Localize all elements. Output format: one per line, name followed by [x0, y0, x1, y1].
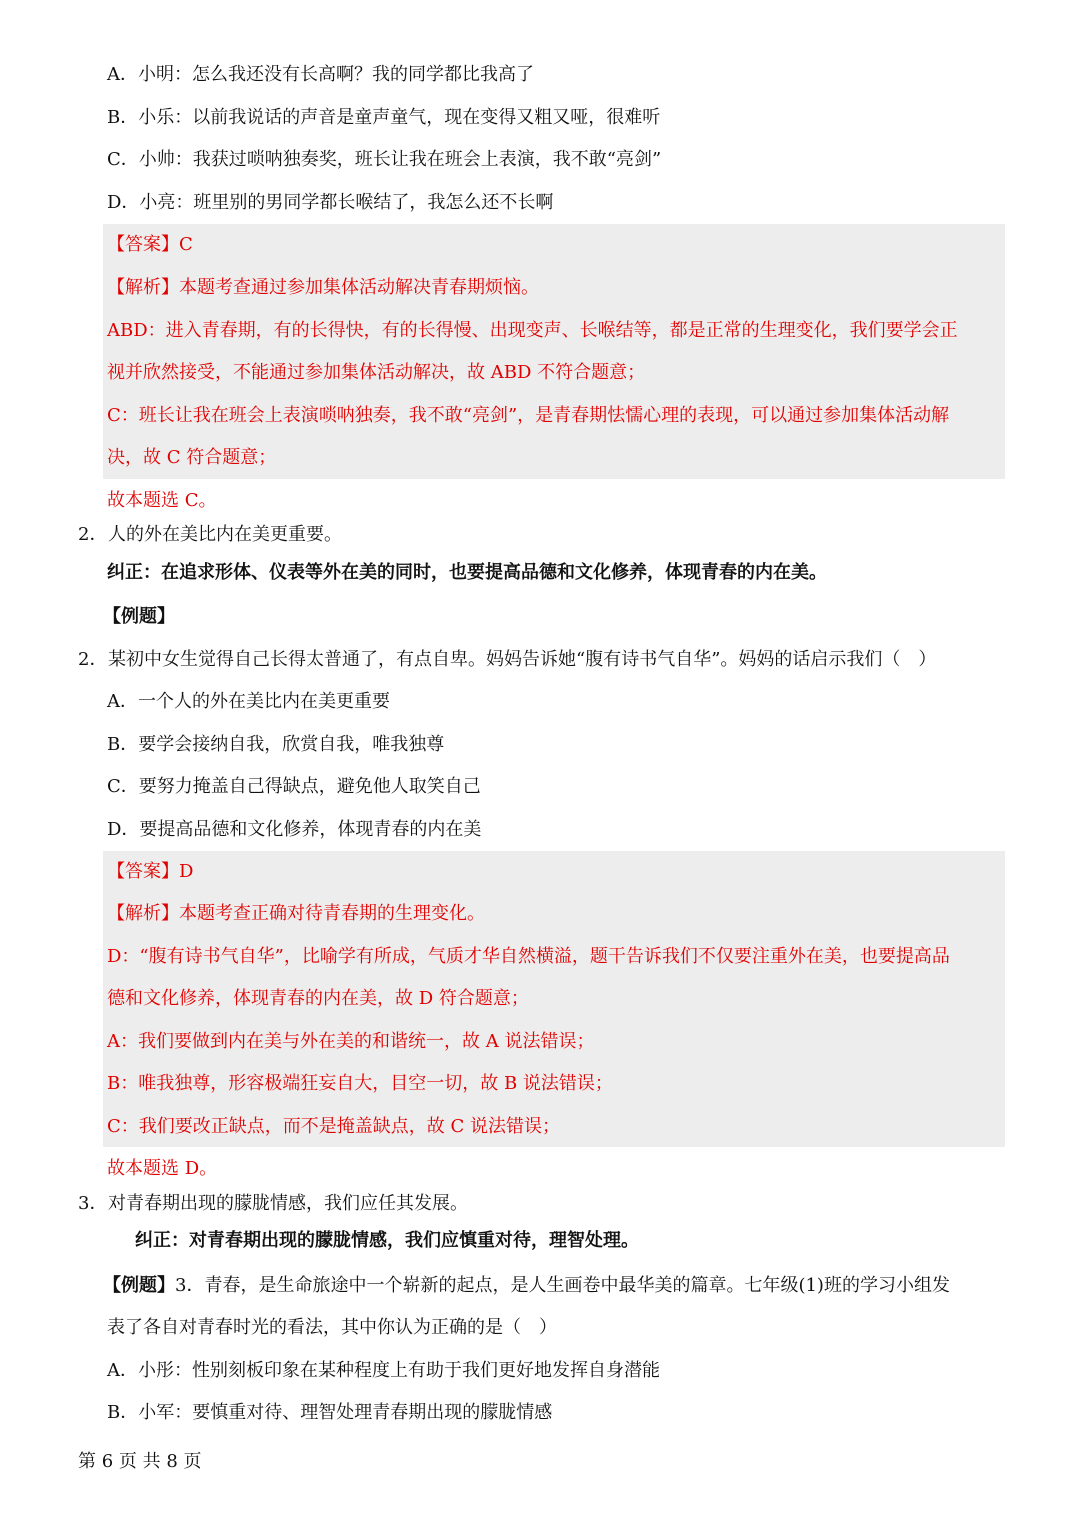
q1-explain: 【解析】本题考查通过参加集体活动解决青春期烦恼。: [107, 277, 539, 298]
item2-analysis-line: A：我们要做到内在美与外在美的和谐统一，故 A 说法错误；: [107, 1031, 595, 1052]
item3-question-cont: 表了各自对青春时光的看法，其中你认为正确的是（ ）: [107, 1317, 557, 1338]
q1-option-a: A．小明：怎么我还没有长高啊？我的同学都比我高了: [107, 64, 534, 85]
item2-answer: 【答案】D: [107, 861, 194, 882]
item3-question: [103, 1273, 950, 1299]
item2-question-text: 某初中女生觉得自己长得太普通了，有点自卑。妈妈告诉她“腹有诗书气自华”。妈妈的话启示我们（ ）: [108, 649, 937, 670]
item2-explain: 【解析】本题考查正确对待青春期的生理变化。: [107, 903, 485, 924]
item2-correction: 纠正：在追求形体、仪表等外在美的同时，也要提高品德和文化修养，体现青春的内在美。: [107, 562, 827, 583]
item2-option-b: B．要学会接纳自我，欣赏自我，唯我独尊: [107, 734, 445, 755]
item2-number: 2．: [78, 524, 108, 545]
q1-option-d: D．小亮：班里别的男同学都长喉结了，我怎么还不长啊: [107, 192, 554, 213]
q1-conclusion: 故本题选 C。: [107, 490, 217, 511]
q1-answer: 【答案】C: [107, 234, 193, 255]
q1-analysis-box: [103, 224, 1005, 479]
item2-conclusion: 故本题选 D。: [107, 1158, 218, 1179]
item3-number: 3．: [78, 1193, 108, 1214]
item2-analysis-line: C：我们要改正缺点，而不是掩盖缺点，故 C 说法错误；: [107, 1116, 560, 1137]
item3-correction: 纠正：对青春期出现的朦胧情感，我们应慎重对待，理智处理。: [135, 1230, 639, 1251]
item3-question-text: 3．青春，是生命旅途中一个崭新的起点，是人生画卷中最华美的篇章。七年级(1)班的学习小组发: [175, 1275, 950, 1296]
item2-option-d: D．要提高品德和文化修养，体现青春的内在美: [107, 819, 482, 840]
item3-statement: [78, 1191, 468, 1217]
item2-question-number: 2．: [78, 649, 108, 670]
item3-example-label: 【例题】: [103, 1275, 175, 1296]
item2-analysis-line: 德和文化修养，体现青春的内在美，故 D 符合题意；: [107, 988, 529, 1009]
item2-question: [78, 647, 936, 673]
item3-option-b: B．小军：要慎重对待、理智处理青春期出现的朦胧情感: [107, 1402, 553, 1423]
item2-statement: [78, 522, 342, 548]
item2-analysis-line: B：唯我独尊，形容极端狂妄自大，目空一切，故 B 说法错误；: [107, 1073, 613, 1094]
item2-option-c: C．要努力掩盖自己得缺点，避免他人取笑自己: [107, 776, 481, 797]
item3-statement-text: 对青春期出现的朦胧情感，我们应任其发展。: [108, 1193, 468, 1214]
q1-analysis-line: C：班长让我在班会上表演唢呐独奏，我不敢“亮剑”，是青春期怯懦心理的表现，可以通过参加集体活动解: [107, 405, 950, 426]
item2-statement-text: 人的外在美比内在美更重要。: [108, 524, 342, 545]
q1-analysis-line: 决，故 C 符合题意；: [107, 447, 277, 468]
item2-example-label: 【例题】: [103, 606, 175, 627]
page-footer: 第 6 页 共 8 页: [78, 1451, 202, 1472]
item3-option-a: A．小彤：性别刻板印象在某种程度上有助于我们更好地发挥自身潜能: [107, 1360, 660, 1381]
item2-analysis-line: D：“腹有诗书气自华”，比喻学有所成，气质才华自然横溢，题干告诉我们不仅要注重外在美，也要提高品: [107, 946, 950, 967]
q1-analysis-line: ABD：进入青春期，有的长得快，有的长得慢、出现变声、长喉结等，都是正常的生理变化，我们要学会正: [107, 320, 958, 341]
q1-analysis-line: 视并欣然接受，不能通过参加集体活动解决，故 ABD 不符合题意；: [107, 362, 646, 383]
q1-option-c: C．小帅：我获过唢呐独奏奖，班长让我在班会上表演，我不敢“亮剑”: [107, 149, 662, 170]
q1-option-b: B．小乐：以前我说话的声音是童声童气，现在变得又粗又哑，很难听: [107, 107, 661, 128]
item2-option-a: A．一个人的外在美比内在美更重要: [107, 691, 390, 712]
